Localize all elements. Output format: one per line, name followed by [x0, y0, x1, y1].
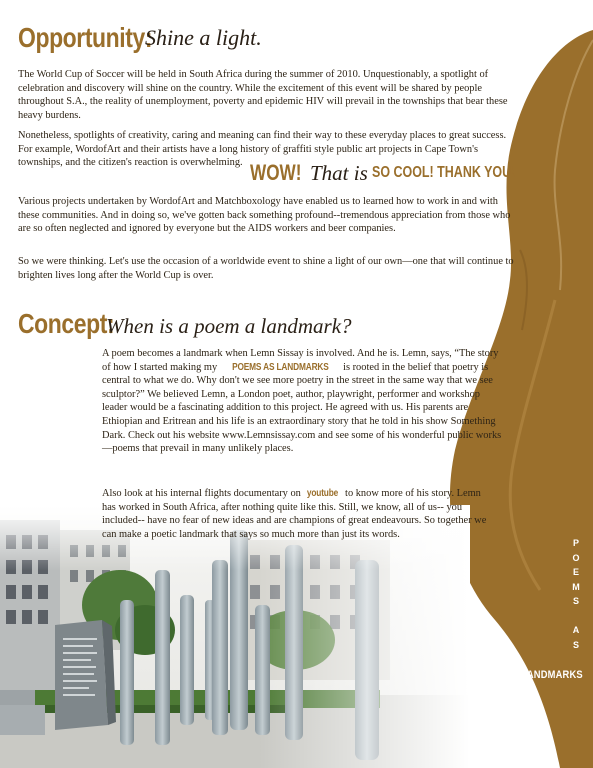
opportunity-paragraph-3: Various projects undertaken by WordofArt and Matchboxology have enabled us to learned how to work in and with these communities. And in doing so, we've gotten back something profound--tremendous appreciation from those who are so often neglected and ignored by everyone but the AIDS workers and beer companies. [18, 196, 511, 235]
concept-p2-start: Also look at his internal flights documentary on [102, 488, 304, 499]
so-cool-text: SO COOL! THANK YOU! [371, 164, 516, 181]
opportunity-subtitle: Shine a light. [145, 25, 262, 50]
vertical-letter: E [572, 567, 579, 577]
opportunity-paragraph-2: Nonetheless, spotlights of creativity, caring and meaning can find their way to these everyday places to great success. For example, WordofArt and their artists have a long history of graffiti style public art projects in Cape Town's townships, and the citizen's reaction is overwhelming. [18, 130, 507, 169]
concept-p1-end: is rooted in the belief that poetry is central to what we do. Why don't we see more poetry in the street in the same way that we see sculptor?” We believed Lemn, a London poet, author, playwright, performer and workshop leader would be a fascinating addition to this project. He agreed with us. His parents are Ethiopian and Eritrean and his life is an extraordinary story that he told in his show Something Dark. Check out his website www.Lemnsissay.com and see some of his wonderful public works—poems that prevail in many unlikely places. [102, 361, 502, 455]
youtube-highlight: youtube [307, 488, 339, 499]
vertical-letter [570, 611, 582, 626]
concept-subtitle: When is a poem a landmark? [106, 314, 352, 338]
wow-callout [250, 160, 555, 186]
vertical-letter: P [572, 538, 579, 548]
concept-paragraph-2 [102, 487, 487, 541]
concept-p2-end: to know more of his story. Lemn has worked in South Africa, after nothing quite like this. Still, we know, all of us-- you included-- have no fear of new ideas and are champions of great endeavours. So together we can make a poetic landmark that says so much more than just its words. [102, 488, 487, 540]
vertical-letter: S [572, 639, 579, 650]
opportunity-paragraph-1: The World Cup of Soccer will be held in South Africa during the summer of 2010. Unquestionably, a spotlight of celebration and discovery will shine on the country. While the excitement of this event will be shared by people throughout S.A., the reality of unemployment, poverty and epidemic HIV will prevail in the townships that bear these heavy burdens. [18, 69, 508, 121]
courtyard-photo [0, 505, 470, 768]
vertical-letter: O [572, 552, 580, 563]
poems-as-landmarks-highlight: POEMS AS LANDMARKS [231, 361, 329, 373]
vertical-letter: M [572, 581, 580, 592]
concept-heading: Concept: [18, 308, 115, 339]
wow-text: WOW! [250, 160, 302, 185]
vertical-letter: S [572, 596, 579, 606]
vertical-letter: A [572, 625, 580, 635]
poems-as-vertical-text [570, 538, 582, 654]
concept-paragraph-1 [102, 347, 502, 456]
landmarks-label: LANDMARKS [521, 669, 583, 681]
concept-p1-start: A poem becomes a landmark when Lemn Sissay is involved. And he is. Lemn, says, “The story of how I started making my [102, 348, 499, 373]
opportunity-heading: Opportunity: [18, 22, 153, 53]
that-is-text: That is [309, 160, 368, 185]
opportunity-paragraph-4: So we were thinking. Let's use the occasion of a worldwide event to shine a light of our own—one that will continue to brighten lives long after the World Cup is over. [18, 256, 514, 281]
